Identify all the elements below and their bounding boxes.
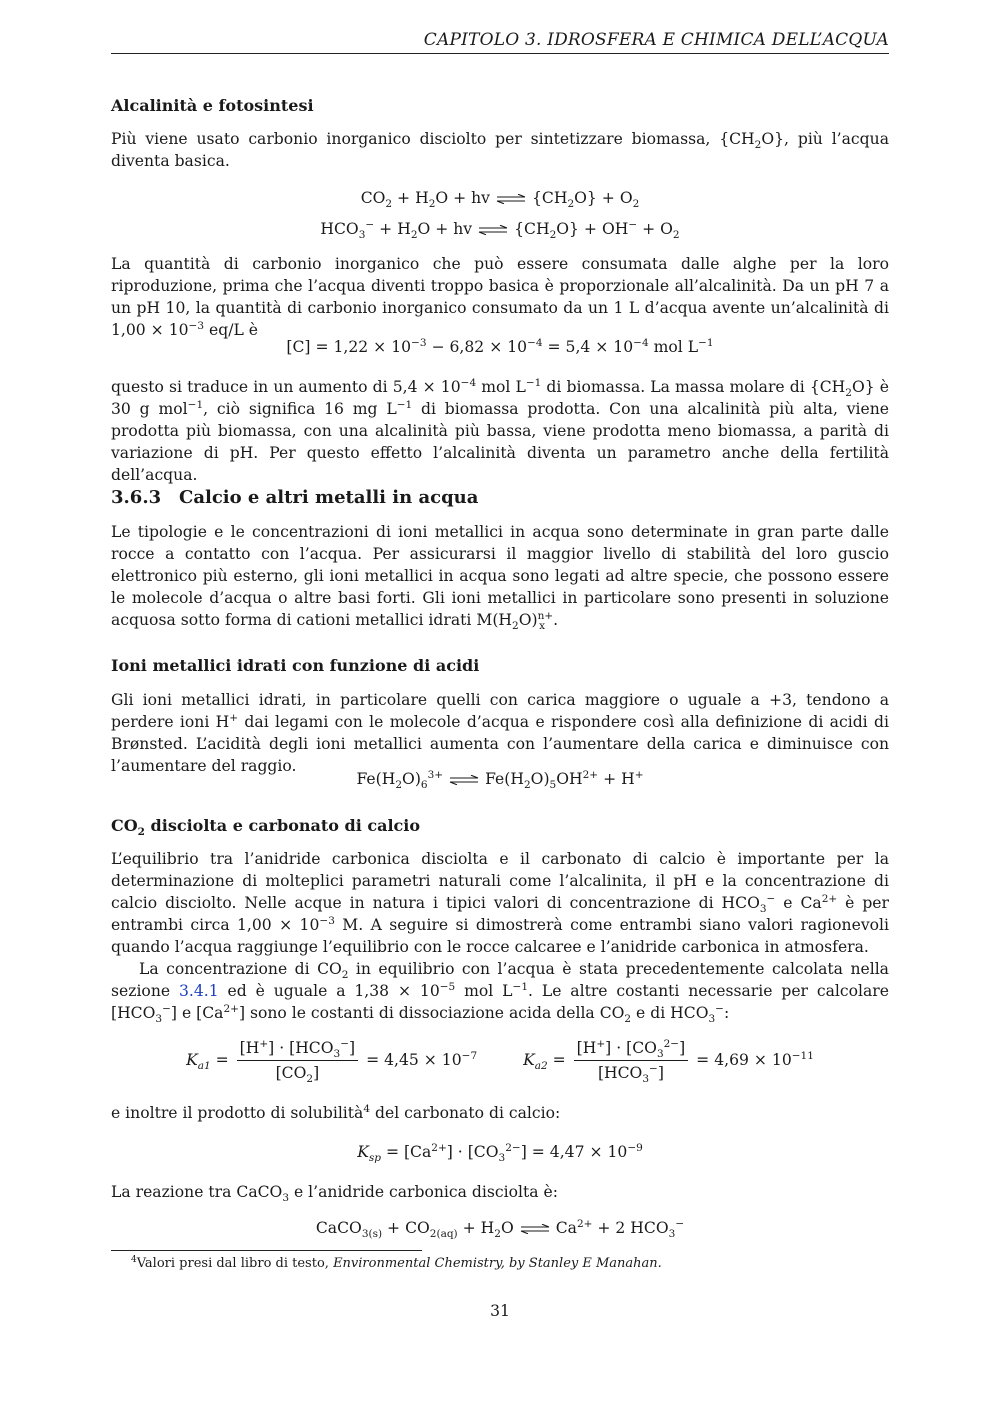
equation-photosynthesis-co2: $CO_2 + H_2O$ + hv $\{CH_2O\} + O_2$	[360, 189, 640, 211]
equilibrium-arrow-icon	[496, 194, 526, 204]
paragraph-solubilita: e inoltre il prodotto di solubilità$^4$ del carbonato di calcio:	[111, 1102, 561, 1122]
paragraph-co2-concentrazione: La concentrazione di $CO_2$ in equilibrio con l’acqua è stata precedentemente calcolata nella sezione 3.4.1 ed è uguale a $1,38 \times 10^{-5}$ mol $L^{-1}$. Le altre costanti necessarie per calcolare $[HCO_3^-]$ e $[Ca^{2+}]$ sono le costanti di dissociazione acida della $CO_2$ e di $HCO_3^-$:	[111, 960, 889, 1026]
equation-caco3-dissolution: CaCO$_{3(s)}$ + $CO_{2(aq)} + H_2O$ $Ca^{2+} + 2$ $HCO_3^-$	[315, 1217, 685, 1241]
paragraph-calcio-metalli: Le tipologie e le concentrazioni di ioni metallici in acqua sono determinate in gran parte dalle rocce a contatto con l’acqua. Per assicurarsi il maggior livello di stabilità del loro guscio elettronico più esterno, gli ioni metallici in acqua sono legati ad altre specie, che possono essere le molecole d’acqua o altre basi forti. Gli ioni metallici in particolare sono presenti in soluzione acquosa sotto forma di cationi metallici idrati $M(H_2O)^{n+}_x$ .	[111, 523, 889, 633]
paragraph-ioni-acidi: Gli ioni metallici idrati, in particolare quelli con carica maggiore o uguale a +3, tendono a perdere ioni H+ dai legami con le molecole d’acqua e rispondere così alla definizione di acidi di Brønsted. L’acidità degli ioni metallici aumenta con l’aumentare della carica e diminuisce con l’aumentare del raggio.	[111, 691, 889, 775]
running-head: CAPITOLO 3. IDROSFERA E CHIMICA DELL’ACQUA	[423, 30, 889, 50]
equation-ka2: $K_{a2}$ = $\frac{[H^+] \cdot [CO_3^{2-}]}{[HCO_3^-]}$ = $4,69 \times 10^{-11}$	[523, 1037, 814, 1086]
page-number: 31	[490, 1302, 510, 1320]
equation-carbon-concentration: $[C] = 1,22 \times 10^{-3} - 6,82 \times 10^{-4} = 5,4 \times 10^{-4}$ mol $L^{-1}$	[286, 336, 714, 356]
equilibrium-arrow-icon	[478, 225, 508, 235]
footnote: $^4$Valori presi dal libro di testo, Environmental Chemistry, by Stanley E Manahan.	[131, 1254, 662, 1271]
subsection-heading-co2: $CO_2$ disciolta e carbonato di calcio	[111, 816, 421, 839]
section-title: Calcio e altri metalli in acqua	[179, 487, 479, 508]
paragraph-reazione: La reazione tra CaCO$_3$ e l’anidride carbonica disciolta è:	[111, 1183, 558, 1205]
paragraph-co2-equilibrio: L’equilibrio tra l’anidride carbonica disciolta e il carbonato di calcio è importante per la determinazione di molteplici parametri naturali come l’alcalinita, il pH e la concentrazione di calcio disciolto. Nelle acque in natura i tipici valori di concentrazione di $HCO_3^-$ e $Ca^{2+}$ è per entrambi circa $1,00 \times 10^{-3}$ M. A seguire si dimostrerà come entrambi siano valori ragionevoli quando l’acqua raggiunge l’equilibrio con le rocce calcaree e l’anidride carbonica in atmosfera.	[111, 850, 889, 956]
paragraph-alcalinita-quantita: La quantità di carbonio inorganico che può essere consumata dalle alghe per la loro riproduzione, prima che l’acqua diventi troppo basica è proporzionale all’alcalinità. Da un pH 7 a un pH 10, la quantità di carbonio inorganico consumato da un 1 L d’acqua avente un’alcalinità di $1,00 \times 10^{-3}$ eq/L è	[111, 255, 889, 339]
paragraph-alcalinita-intro: Più viene usato carbonio inorganico disciolto per sintetizzare biomassa, $\{CH_2O\}$, più l’acqua diventa basica.	[111, 130, 889, 170]
subsection-heading-alcalinita: Alcalinità e fotosintesi	[111, 96, 314, 115]
subsection-heading-ioni: Ioni metallici idrati con funzione di acidi	[111, 656, 480, 675]
section-reference-link[interactable]: 3.4.1	[178, 982, 219, 1000]
section-heading-3-6-3	[111, 487, 478, 508]
equation-ksp: $K_{sp} = [Ca^{2+}] \cdot [CO_3^{2-}] = 4,47 \times 10^{-9}$	[357, 1141, 643, 1165]
paragraph-alcalinita-biomassa: questo si traduce in un aumento di $5,4 \times 10^{-4}$ mol $L^{-1}$ di biomassa. La massa molare di $\{CH_2O\}$ è 30 g mol$^{-1}$, ciò significa 16 mg $L^{-1}$ di biomassa prodotta. Con una alcalinità più alta, viene prodotta più biomassa, con una alcalinità più bassa, viene prodotta meno biomassa, a parità di variazione di pH. Per questo effetto l’alcalinità diventa un parametro anche della fertilità dell’acqua.	[111, 376, 890, 484]
equilibrium-arrow-icon	[520, 1224, 550, 1234]
equilibrium-arrow-icon	[449, 775, 479, 785]
footnote-marker: 4	[363, 1102, 371, 1115]
footnote-rule	[111, 1250, 422, 1251]
equation-fe-hydrolysis: $Fe(H_2O)_6^{3+}$ $Fe(H_2O)_5OH^{2+} + H^+$	[356, 768, 644, 792]
equation-ka1: $K_{a1}$ = $\frac{[H^+] \cdot [HCO_3^-]}{[CO_2]}$ = $4,45 \times 10^{-7}$	[186, 1037, 478, 1086]
equation-dissociation-constants	[111, 1038, 889, 1088]
section-number: 3.6.3	[111, 487, 162, 508]
header-rule	[111, 53, 889, 54]
equation-photosynthesis-hco3: $HCO_3^- + H_2O$ + hv $\{CH_2O\} + OH^- + O_2$	[320, 218, 680, 242]
